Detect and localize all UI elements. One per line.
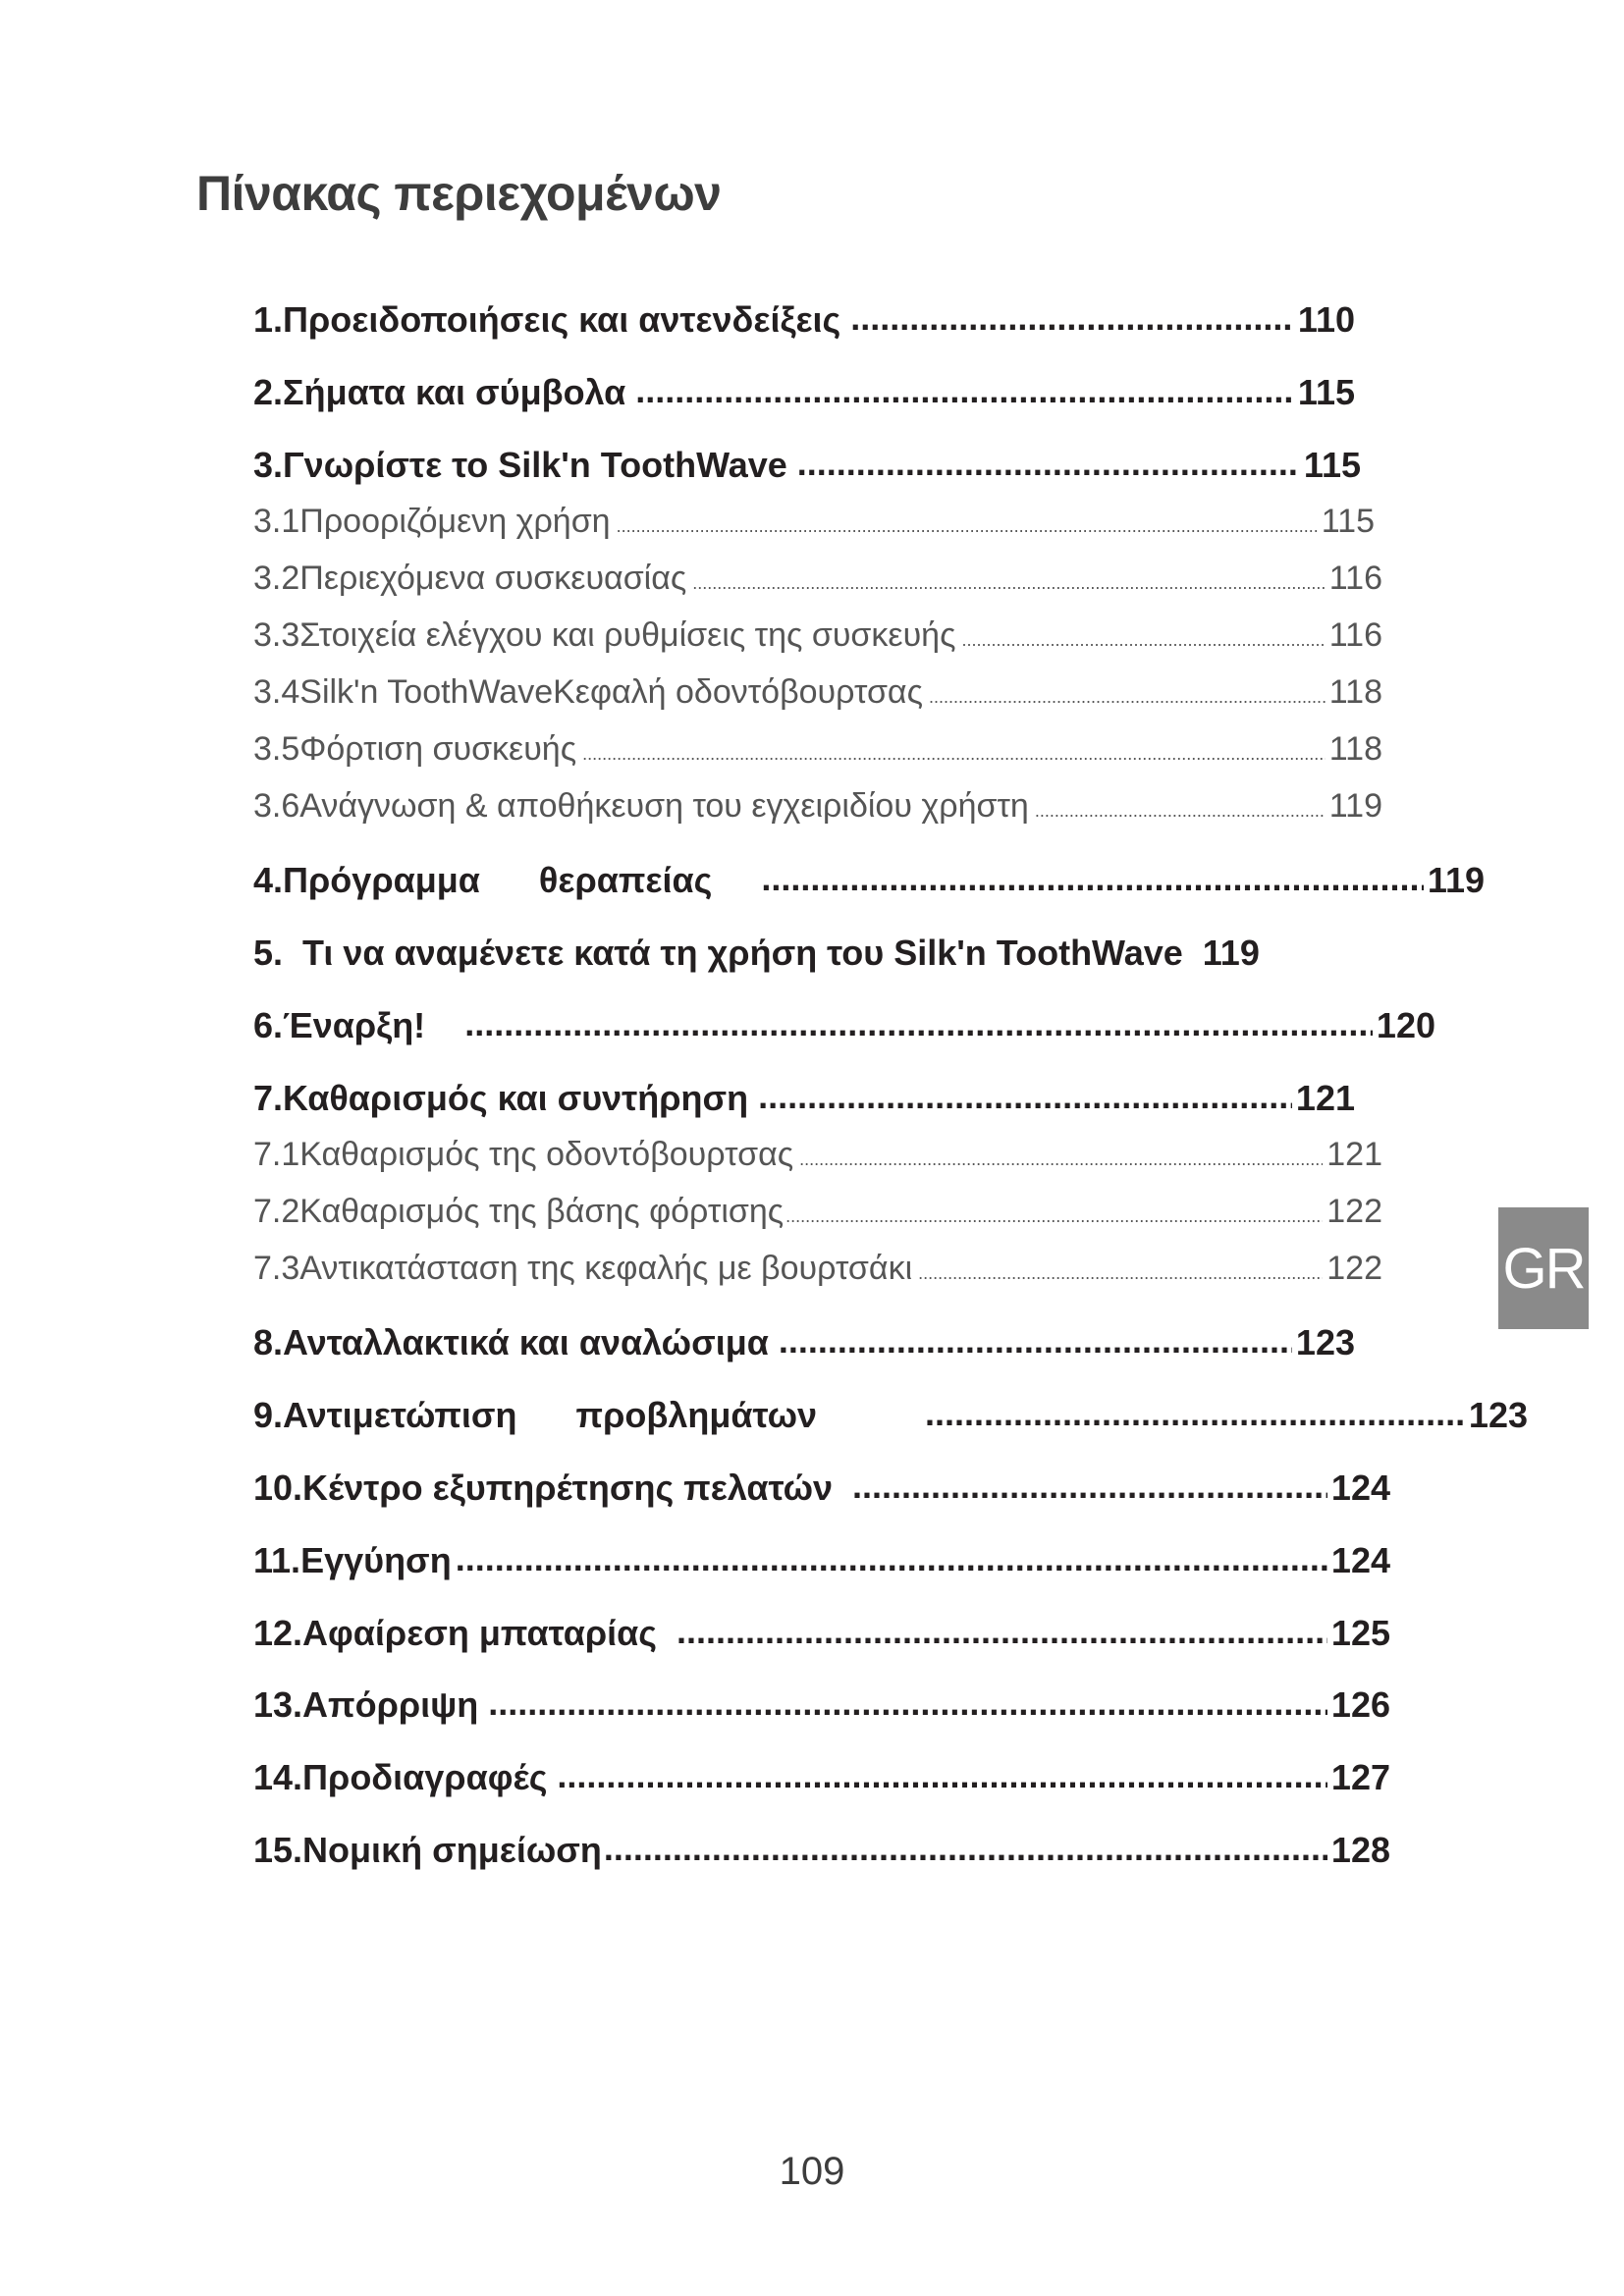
toc-entry-label: Πρόγραμμα θεραπείας bbox=[283, 860, 713, 900]
toc-entry-3-1[interactable] bbox=[253, 503, 1375, 541]
toc-entry-page: 116 bbox=[1328, 616, 1382, 654]
toc-entry-number: 14. bbox=[253, 1757, 303, 1797]
toc-entry-11[interactable] bbox=[253, 1540, 1390, 1581]
toc-entry-page: 119 bbox=[1328, 787, 1382, 825]
toc-entry-label: Γνωρίστε το Silk'n ToothWave bbox=[283, 445, 787, 485]
toc-leader-dots bbox=[692, 573, 1326, 594]
toc-entry-number: 15. bbox=[253, 1830, 303, 1870]
toc-entry-4[interactable] bbox=[253, 860, 1485, 901]
toc-entry-label: Τι να αναμένετε κατά τη χρήση του Silk'n ToothWave bbox=[302, 933, 1183, 973]
toc-entry-page: 128 bbox=[1330, 1830, 1390, 1870]
toc-entry-page: 123 bbox=[1468, 1395, 1528, 1435]
toc-entry-label: Σήματα και σύμβολα bbox=[283, 372, 626, 412]
toc-leader-dots bbox=[488, 1682, 1327, 1724]
toc-entry-number: 7.2 bbox=[253, 1193, 300, 1230]
toc-entry-1[interactable] bbox=[253, 299, 1355, 341]
toc-entry-2[interactable] bbox=[253, 372, 1355, 413]
toc-entry-page: 119 bbox=[1427, 860, 1485, 900]
toc-entry-label: Νομική σημείωση bbox=[302, 1830, 602, 1870]
toc-entry-label: Ανταλλακτικά και αναλώσιμα bbox=[283, 1322, 769, 1362]
toc-leader-dots bbox=[925, 1393, 1465, 1434]
toc-entry-label: Απόρριψη bbox=[302, 1684, 479, 1725]
toc-leader-dots bbox=[961, 630, 1325, 651]
toc-entry-3[interactable] bbox=[253, 445, 1361, 486]
toc-entry-page: 122 bbox=[1326, 1250, 1382, 1287]
toc-entry-7-1[interactable] bbox=[253, 1136, 1382, 1174]
toc-leader-dots bbox=[799, 1149, 1323, 1170]
toc-entry-page: 125 bbox=[1330, 1613, 1390, 1653]
toc-entry-number: 6. bbox=[253, 1005, 284, 1045]
page-number: 109 bbox=[779, 2150, 845, 2193]
toc-entry-3-2[interactable] bbox=[253, 560, 1382, 598]
toc-entry-7-3[interactable] bbox=[253, 1250, 1382, 1288]
toc-entry-page: 118 bbox=[1328, 673, 1382, 711]
toc-entry-page: 118 bbox=[1328, 730, 1382, 768]
language-tab-gr: GR bbox=[1498, 1207, 1589, 1329]
toc-entry-page: 115 bbox=[1303, 445, 1361, 485]
toc-entry-label: Αντικατάσταση της κεφαλής με βουρτσάκι bbox=[299, 1250, 913, 1287]
toc-entry-label: Καθαρισμός της βάσης φόρτισης bbox=[299, 1193, 785, 1230]
toc-entry-label: Στοιχεία ελέγχου και ρυθμίσεις της συσκευής bbox=[299, 616, 956, 654]
toc-entry-label: Φόρτιση συσκευής bbox=[299, 730, 577, 768]
toc-entry-label: Silk'n ToothWaveΚεφαλή οδοντόβουρτσας bbox=[299, 673, 923, 711]
toc-leader-dots bbox=[635, 370, 1294, 411]
toc-entry-number: 7.3 bbox=[253, 1250, 300, 1287]
toc-entry-number: 3.3 bbox=[253, 616, 300, 654]
toc-entry-number: 9. bbox=[253, 1395, 284, 1435]
toc-entry-page: 121 bbox=[1295, 1078, 1355, 1118]
toc-leader-dots bbox=[779, 1320, 1292, 1362]
toc-entry-label: Καθαρισμός και συντήρηση bbox=[283, 1078, 749, 1118]
toc-entry-page: 115 bbox=[1297, 372, 1355, 412]
toc-entry-8[interactable] bbox=[253, 1322, 1355, 1363]
toc-entry-label: Προοριζόμενη χρήση bbox=[299, 503, 611, 540]
toc-entry-page: 124 bbox=[1330, 1468, 1390, 1508]
toc-entry-page: 119 bbox=[1202, 933, 1260, 973]
toc-entry-page: 110 bbox=[1297, 299, 1355, 340]
toc-entry-7-2[interactable] bbox=[253, 1193, 1382, 1231]
toc-entry-number: 10. bbox=[253, 1468, 303, 1508]
toc-entry-label: Κέντρο εξυπηρέτησης πελατών bbox=[302, 1468, 834, 1508]
toc-entry-page: 120 bbox=[1376, 1005, 1435, 1045]
toc-leader-dots bbox=[761, 858, 1424, 899]
toc-entry-page: 115 bbox=[1321, 503, 1375, 540]
toc-entry-3-6[interactable] bbox=[253, 787, 1382, 826]
toc-entry-number: 2. bbox=[253, 372, 284, 412]
toc-entry-page: 124 bbox=[1330, 1540, 1390, 1580]
toc-entry-label: Ανάγνωση & αποθήκευση του εγχειριδίου χρήστη bbox=[299, 787, 1029, 825]
toc-entry-7[interactable] bbox=[253, 1078, 1355, 1119]
toc-leader-dots bbox=[850, 297, 1294, 339]
toc-entry-5[interactable] bbox=[253, 933, 1260, 974]
toc-entry-number: 7. bbox=[253, 1078, 284, 1118]
toc-entry-label: Έναρξη! bbox=[283, 1005, 426, 1045]
toc-entry-page: 127 bbox=[1330, 1757, 1390, 1797]
toc-leader-dots bbox=[582, 744, 1326, 765]
toc-entry-page: 123 bbox=[1295, 1322, 1355, 1362]
toc-entry-15[interactable] bbox=[253, 1830, 1390, 1871]
toc-leader-dots bbox=[464, 1003, 1373, 1044]
toc-entry-3-4[interactable] bbox=[253, 673, 1382, 712]
toc-entry-number: 3.2 bbox=[253, 560, 300, 597]
toc-entry-label: Περιεχόμενα συσκευασίας bbox=[299, 560, 687, 597]
toc-entry-number: 3. bbox=[253, 445, 284, 485]
toc-entry-13[interactable] bbox=[253, 1684, 1390, 1726]
toc-entry-number: 8. bbox=[253, 1322, 284, 1362]
toc-entry-9[interactable] bbox=[253, 1395, 1528, 1436]
toc-leader-dots bbox=[852, 1466, 1327, 1507]
toc-entry-page: 126 bbox=[1330, 1684, 1390, 1725]
toc-entry-6[interactable] bbox=[253, 1005, 1435, 1046]
toc-entry-page: 122 bbox=[1326, 1193, 1382, 1230]
toc-entry-label: Καθαρισμός της οδοντόβουρτσας bbox=[299, 1136, 794, 1173]
toc-entry-number: 5. bbox=[253, 933, 284, 973]
toc-leader-dots bbox=[929, 687, 1326, 708]
toc-entry-3-5[interactable] bbox=[253, 730, 1382, 769]
toc-entry-label: Εγγύηση bbox=[300, 1540, 452, 1580]
toc-entry-label: Προδιαγραφές bbox=[302, 1757, 548, 1797]
toc-entry-number: 4. bbox=[253, 860, 284, 900]
toc-entry-10[interactable] bbox=[253, 1468, 1390, 1509]
toc-entry-label: Αφαίρεση μπαταρίας bbox=[302, 1613, 657, 1653]
toc-entry-number: 13. bbox=[253, 1684, 303, 1725]
toc-leader-dots bbox=[785, 1206, 1323, 1227]
toc-entry-number: 3.5 bbox=[253, 730, 300, 768]
toc-leader-dots bbox=[617, 516, 1318, 537]
toc-entry-3-3[interactable] bbox=[253, 616, 1382, 655]
toc-entry-number: 1. bbox=[253, 299, 284, 340]
toc-leader-dots bbox=[604, 1828, 1327, 1869]
toc-entry-12[interactable] bbox=[253, 1613, 1390, 1654]
page-title: Πίνακας περιεχομένων bbox=[196, 166, 722, 221]
toc-leader-dots bbox=[456, 1538, 1327, 1579]
toc-leader-dots bbox=[557, 1755, 1327, 1796]
toc-leader-dots bbox=[918, 1263, 1323, 1284]
toc-entry-page: 116 bbox=[1328, 560, 1382, 597]
toc-entry-number: 12. bbox=[253, 1613, 303, 1653]
toc-entry-number: 7.1 bbox=[253, 1136, 300, 1173]
toc-entry-page: 121 bbox=[1326, 1136, 1382, 1173]
toc-leader-dots bbox=[677, 1611, 1327, 1652]
toc-entry-label: Αντιμετώπιση προβλημάτων bbox=[283, 1395, 818, 1435]
toc-leader-dots bbox=[758, 1076, 1292, 1117]
toc-entry-number: 3.1 bbox=[253, 503, 300, 540]
toc-entry-number: 3.4 bbox=[253, 673, 300, 711]
toc-entry-number: 11. bbox=[253, 1540, 301, 1580]
toc-entry-number: 3.6 bbox=[253, 787, 300, 825]
toc-leader-dots bbox=[797, 443, 1300, 484]
toc-leader-dots bbox=[1035, 801, 1326, 822]
toc-entry-label: Προειδοποιήσεις και αντενδείξεις bbox=[283, 299, 841, 340]
toc-entry-14[interactable] bbox=[253, 1757, 1390, 1798]
